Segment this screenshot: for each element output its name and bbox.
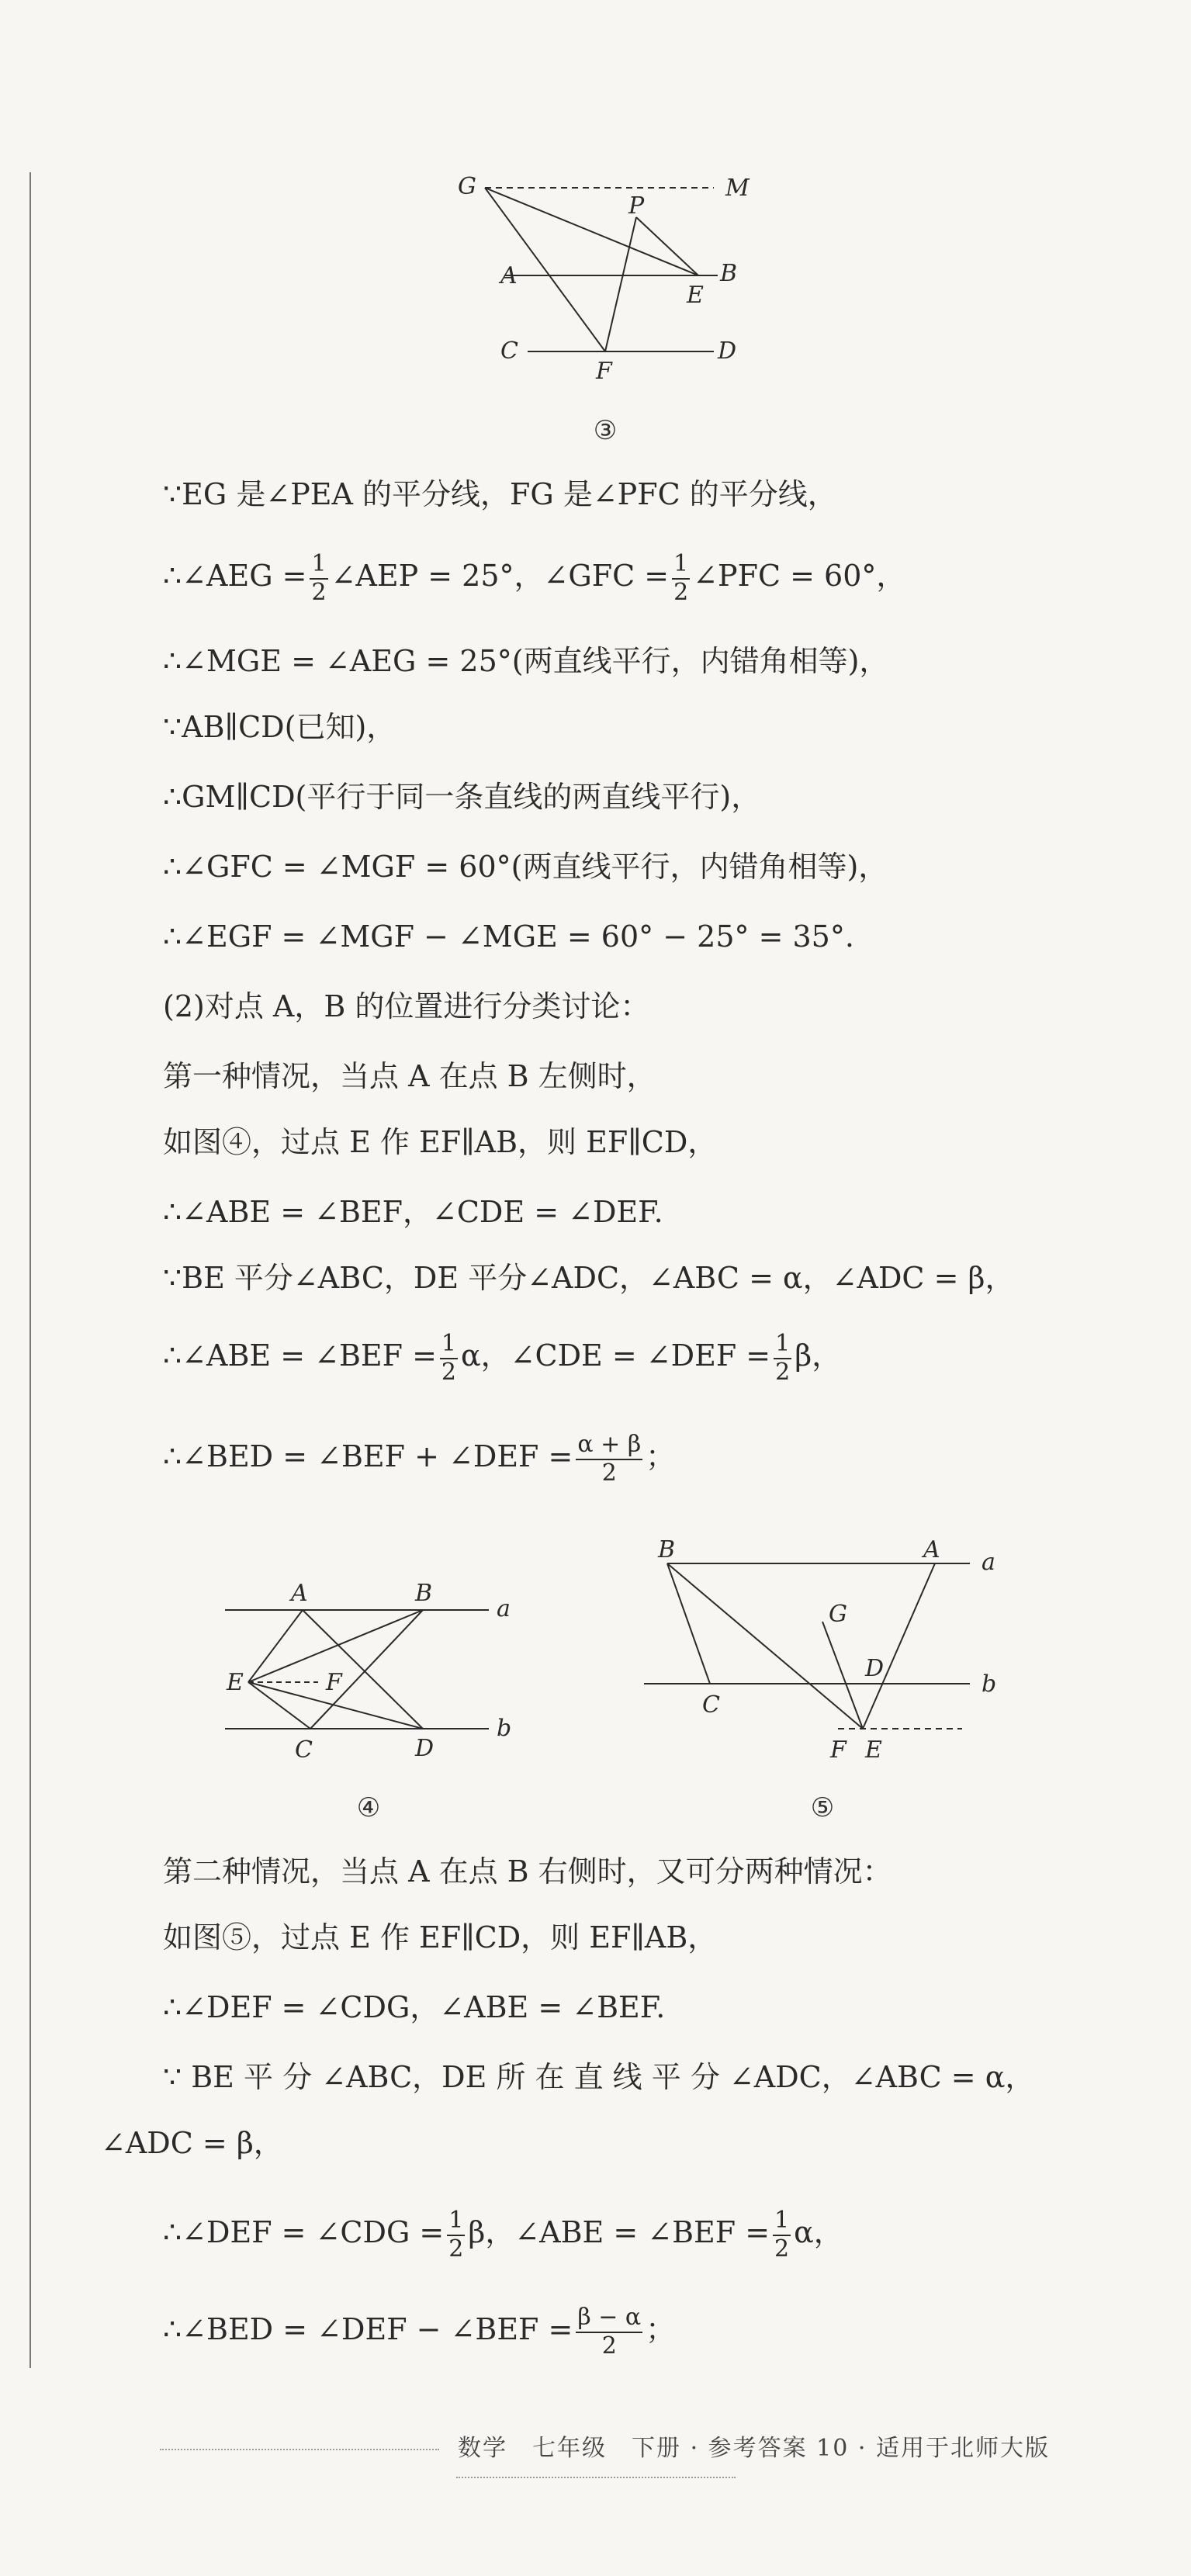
text-line-18: ∵ BE 平 分 ∠ABC，DE 所 在 直 线 平 分 ∠ADC，∠ABC = α， <box>163 2060 1035 2094</box>
fig3-label-E: E <box>687 282 704 309</box>
fraction-numerator: α + β <box>576 1432 642 1460</box>
text-line-16: 如图⑤，过点 E 作 EF∥CD，则 EF∥AB， <box>163 1920 718 1955</box>
text-line-20-part-a: ∴∠DEF = ∠CDG = <box>163 2215 445 2249</box>
fig5-label-F: F <box>830 1736 847 1764</box>
text-line-14-part-a: ∴∠BED = ∠BEF + ∠DEF = <box>163 1439 573 1473</box>
text-line-8: (2)对点 A，B 的位置进行分类讨论： <box>163 989 650 1023</box>
left-margin-rule <box>29 172 31 2368</box>
figure-3 <box>435 155 776 388</box>
text-line-1: ∵EG 是∠PEA 的平分线，FG 是∠PFC 的平分线， <box>163 477 837 511</box>
fig5-label-C: C <box>702 1691 720 1719</box>
text-line-3: ∴∠MGE = ∠AEG = 25°(两直线平行，内错角相等)， <box>163 644 889 678</box>
fraction-denominator: 2 <box>673 578 689 606</box>
page-footer <box>0 2429 1191 2490</box>
text-line-2-part-a: ∴∠AEG = <box>163 559 307 593</box>
text-line-13 <box>163 1331 841 1386</box>
fraction-numerator: β − α <box>576 2304 642 2333</box>
fig5-label-A: A <box>923 1536 940 1563</box>
fig3-label-M: M <box>725 175 750 202</box>
text-line-13-part-b: α，∠CDE = ∠DEF = <box>461 1338 771 1373</box>
text-line-19: ∠ADC = β， <box>101 2126 283 2160</box>
fig5-label-a: a <box>982 1549 995 1576</box>
fraction-denominator: 2 <box>311 578 327 606</box>
fig4-label-b: b <box>497 1715 512 1742</box>
fraction-denominator: 2 <box>601 2332 617 2360</box>
fig5-label-E: E <box>865 1736 882 1764</box>
fig4-label-a: a <box>497 1595 511 1622</box>
fig3-label-P: P <box>628 192 645 220</box>
fig4-label-A: A <box>291 1580 308 1607</box>
figure-4-caption: ④ <box>356 1792 381 1823</box>
fig3-label-G: G <box>458 173 476 200</box>
fig3-label-C: C <box>500 338 518 365</box>
footer-rule-left <box>160 2449 439 2450</box>
text-line-2-part-b: ∠AEP = 25°，∠GFC = <box>331 559 670 593</box>
fraction-denominator: 2 <box>601 1459 617 1487</box>
text-line-15: 第二种情况，当点 A 在点 B 右侧时，又可分两种情况： <box>163 1854 892 1889</box>
text-line-12: ∵BE 平分∠ABC，DE 平分∠ADC，∠ABC = α，∠ADC = β， <box>163 1261 1015 1295</box>
footer-rule-right <box>456 2477 736 2478</box>
footer-text: 数学 七年级 下册 · 参考答案 10 · 适用于北师大版 <box>458 2435 1050 2462</box>
figure-3-caption: ③ <box>593 415 618 446</box>
fraction-one-half <box>440 1331 458 1386</box>
fraction-one-half <box>447 2207 465 2263</box>
figure-4 <box>217 1571 528 1773</box>
text-line-21 <box>163 2304 675 2360</box>
fig5-label-b: b <box>982 1671 997 1698</box>
text-line-7: ∴∠EGF = ∠MGF − ∠MGE = 60° − 25° = 35°. <box>163 919 854 954</box>
text-line-9: 第一种情况，当点 A 在点 B 左侧时， <box>163 1059 656 1093</box>
text-line-20-part-c: α， <box>794 2215 843 2249</box>
fig4-label-D: D <box>415 1735 435 1762</box>
fig3-label-D: D <box>718 338 737 365</box>
figure-3-diagram <box>435 155 776 388</box>
figure-5-diagram <box>636 1532 1009 1765</box>
fraction-numerator: 1 <box>672 551 690 580</box>
fig4-label-E: E <box>227 1669 244 1696</box>
text-line-2-part-c: ∠PFC = 60°， <box>693 559 906 593</box>
fraction-numerator: 1 <box>447 2207 465 2236</box>
text-line-6: ∴∠GFC = ∠MGF = 60°(两直线平行，内错角相等)， <box>163 850 888 884</box>
text-line-21-part-a: ∴∠BED = ∠DEF − ∠BEF = <box>163 2312 573 2346</box>
fraction-one-half <box>310 551 327 606</box>
fraction-denominator: 2 <box>774 2235 790 2263</box>
text-line-10: 如图④，过点 E 作 EF∥AB，则 EF∥CD， <box>163 1125 718 1159</box>
text-line-21-part-b: ； <box>646 2312 676 2346</box>
fig5-label-G: G <box>829 1601 847 1628</box>
fig3-label-B: B <box>720 260 738 287</box>
fraction-numerator: 1 <box>773 2207 791 2236</box>
fraction-one-half <box>774 1331 791 1386</box>
fraction-denominator: 2 <box>775 1358 791 1386</box>
text-line-17: ∴∠DEF = ∠CDG，∠ABE = ∠BEF. <box>163 1990 666 2024</box>
fraction-denominator: 2 <box>441 1358 457 1386</box>
fraction-numerator: 1 <box>310 551 327 580</box>
fraction-denominator: 2 <box>448 2235 464 2263</box>
text-line-4: ∵AB∥CD(已知)， <box>163 710 396 744</box>
fraction-one-half <box>773 2207 791 2263</box>
fig4-label-F: F <box>326 1669 342 1696</box>
text-line-20-part-b: β，∠ABE = ∠BEF = <box>468 2215 770 2249</box>
fraction-one-half <box>672 551 690 606</box>
fraction-beta-minus-alpha <box>576 2304 642 2360</box>
figure-4-diagram <box>217 1571 528 1773</box>
text-line-14 <box>163 1432 675 1487</box>
fraction-numerator: 1 <box>774 1331 791 1359</box>
text-line-11: ∴∠ABE = ∠BEF，∠CDE = ∠DEF. <box>163 1195 663 1229</box>
text-line-20 <box>163 2207 843 2263</box>
text-line-5: ∴GM∥CD(平行于同一条直线的两直线平行)， <box>163 780 761 814</box>
figure-5 <box>636 1532 1009 1765</box>
fig5-label-D: D <box>865 1655 885 1682</box>
fig3-label-F: F <box>596 358 612 385</box>
text-line-2 <box>163 551 905 606</box>
text-line-13-part-a: ∴∠ABE = ∠BEF = <box>163 1338 437 1373</box>
fig4-label-C: C <box>295 1736 313 1764</box>
fig4-label-B: B <box>415 1580 433 1607</box>
fig5-label-B: B <box>658 1536 676 1563</box>
fraction-numerator: 1 <box>440 1331 458 1359</box>
fraction-alpha-plus-beta <box>576 1432 642 1487</box>
figure-5-caption: ⑤ <box>810 1792 835 1823</box>
text-line-13-part-c: β， <box>795 1338 842 1373</box>
text-line-14-part-b: ； <box>646 1439 676 1473</box>
fig3-label-A: A <box>500 262 518 289</box>
